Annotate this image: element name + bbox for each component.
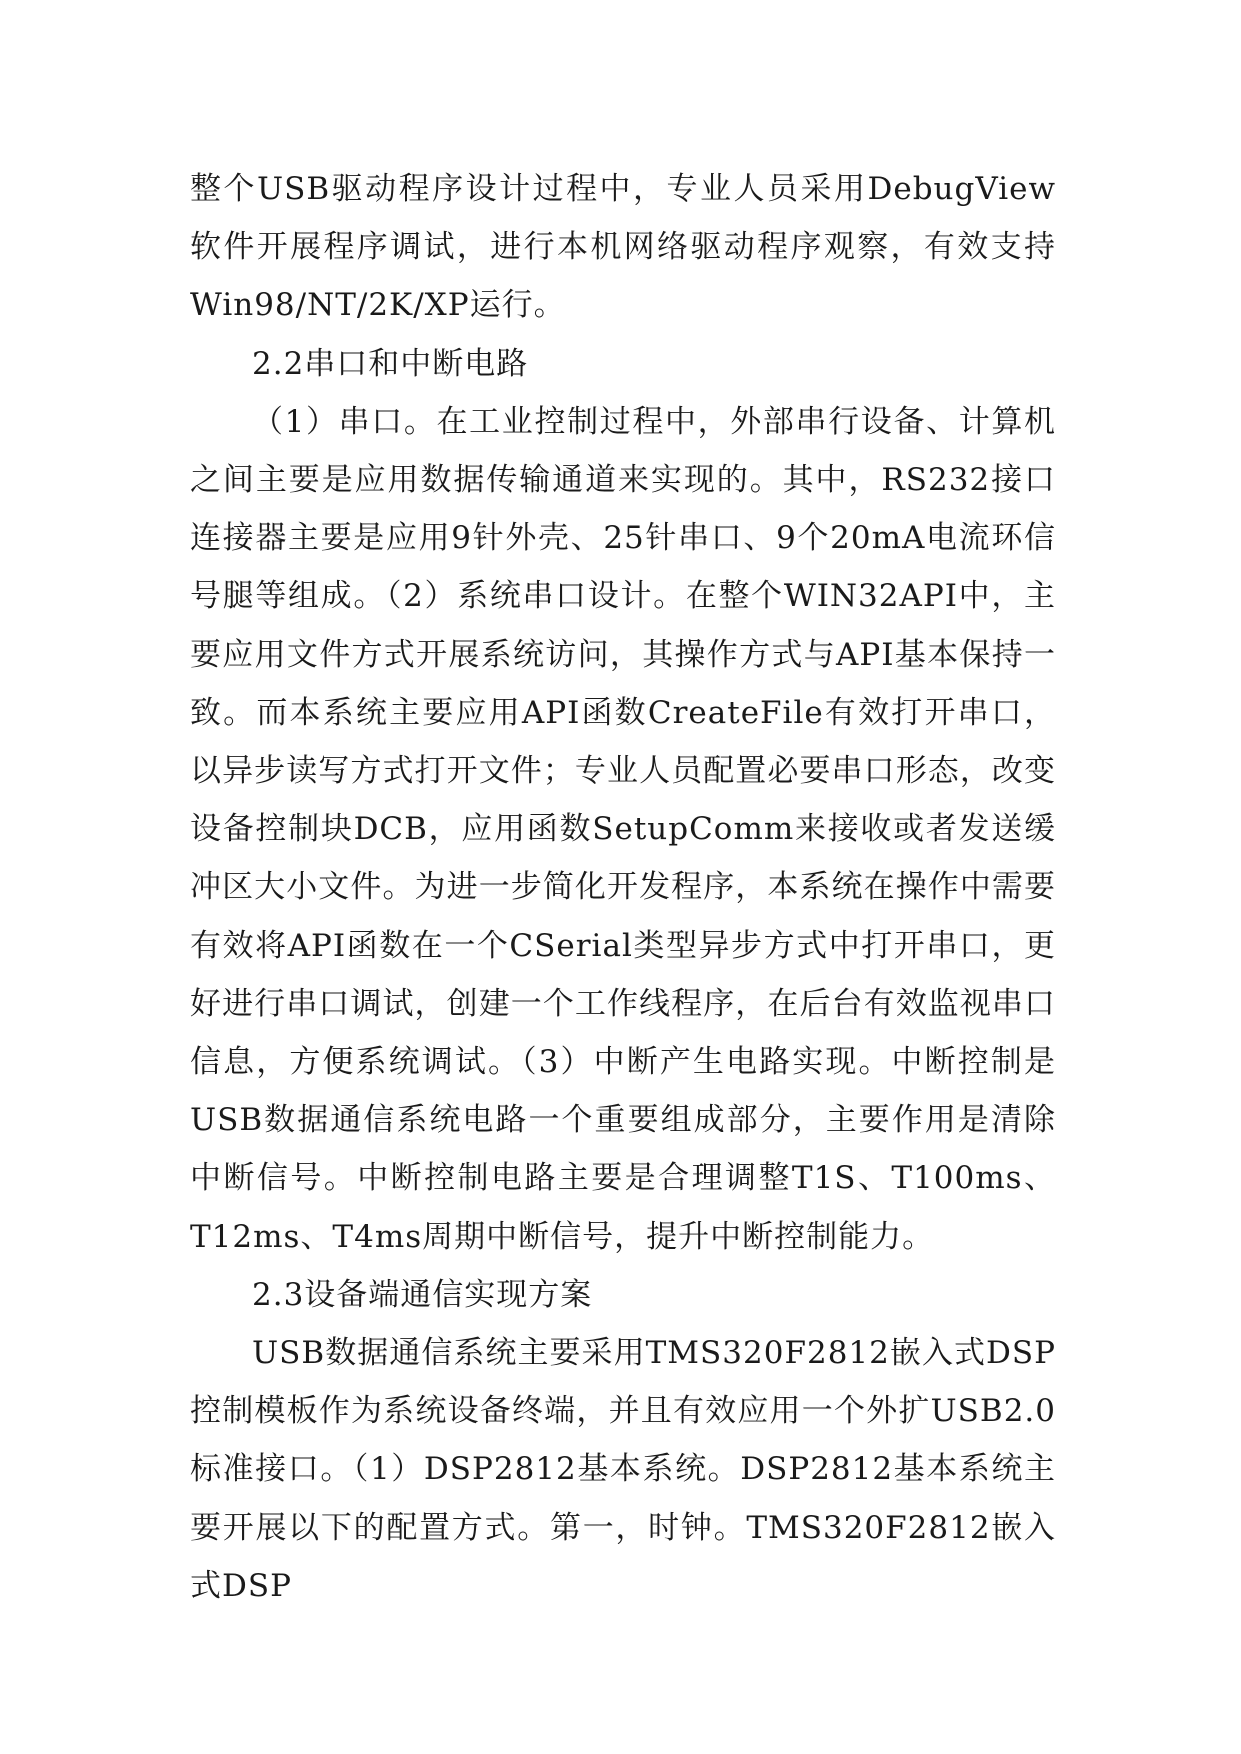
body-text: [190, 160, 1056, 1615]
paragraph-usb-driver: 整个USB驱动程序设计过程中，专业人员采用DebugView软件开展程序调试，进行本机网络驱动程序观察，有效支持Win98/NT/2K/XP运行。: [190, 171, 1056, 324]
paragraph-serial-interrupt: （1）串口。在工业控制过程中，外部串行设备、计算机之间主要是应用数据传输通道来实现的。其中，RS232接口连接器主要是应用9针外壳、25针串口、9个20mA电流环信号腿等组成。（2）系统串口设计。在整个WIN32API中，主要应用文件方式开展系统访问，其操作方式与API基本保持一致。而本系统主要应用API函数CreateFile有效打开串口，以异步读写方式打开文件；专业人员配置必要串口形态，改变设备控制块DCB，应用函数SetupComm来接收或者发送缓冲区大小文件。为进一步简化开发程序，本系统在操作中需要有效将API函数在一个CSerial类型异步方式中打开串口，更好进行串口调试，创建一个工作线程序，在后台有效监视串口信息，方便系统调试。（3）中断产生电路实现。中断控制是USB数据通信系统电路一个重要组成部分，主要作用是清除中断信号。中断控制电路主要是合理调整T1S、T100ms、T12ms、T4ms周期中断信号，提升中断控制能力。: [190, 403, 1056, 1255]
section-heading-2-2: 2.2串口和中断电路: [252, 345, 529, 382]
section-heading-2-3: 2.3设备端通信实现方案: [252, 1276, 593, 1313]
paragraph-device-communication: USB数据通信系统主要采用TMS320F2812嵌入式DSP控制模板作为系统设备终端，并且有效应用一个外扩USB2.0标准接口。（1）DSP2812基本系统。DSP2812基本系统主要开展以下的配置方式。第一，时钟。TMS320F2812嵌入式DSP: [190, 1335, 1056, 1604]
